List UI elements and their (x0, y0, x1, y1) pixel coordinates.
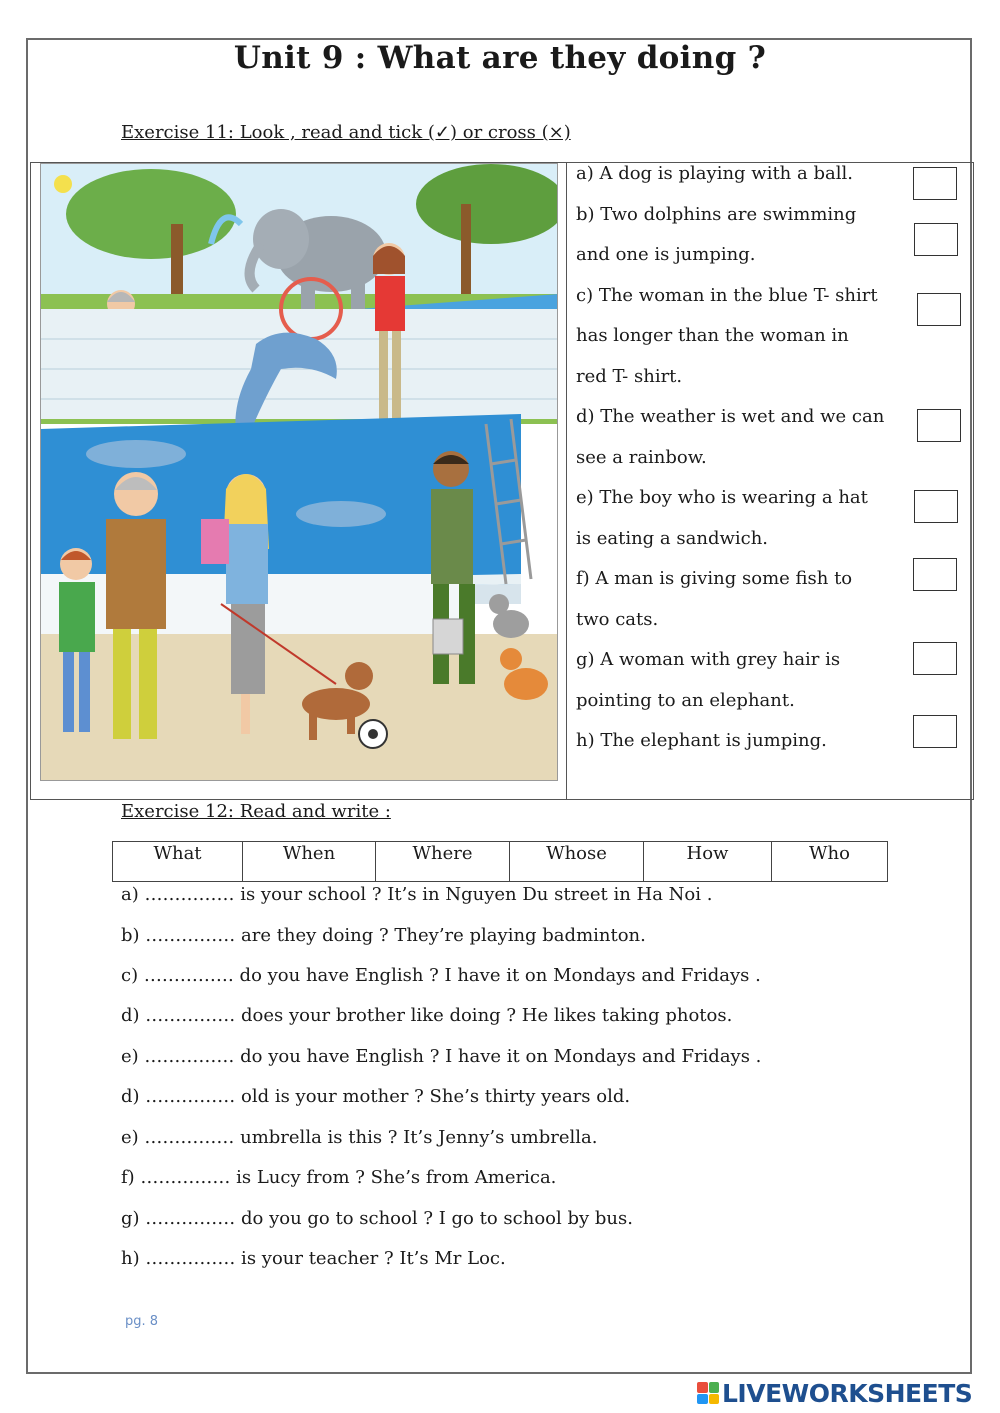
statement-d-line-2: see a rainbow. (576, 447, 707, 468)
question-line: f) …………… is Lucy from ? She’s from America. (121, 1167, 557, 1188)
word-bank-who: Who (772, 842, 888, 882)
word-bank-table (112, 841, 888, 882)
statement-b-line-1: b) Two dolphins are swimming (576, 204, 857, 225)
zoo-scene-illustration (40, 163, 558, 781)
statement-e-line-2: is eating a sandwich. (576, 528, 769, 549)
liveworksheets-brand[interactable] (697, 1379, 972, 1407)
question-line: d) …………… does your brother like doing ? He likes taking photos. (121, 1005, 733, 1026)
word-bank-what: What (113, 842, 243, 882)
statement-g-line-2: pointing to an elephant. (576, 690, 795, 711)
statement-e-line-1: e) The boy who is wearing a hat (576, 487, 868, 508)
liveworksheets-logo-icon (697, 1382, 719, 1404)
answer-box-e[interactable] (914, 490, 958, 523)
answer-box-g[interactable] (913, 642, 957, 675)
question-line: a) …………… is your school ? It’s in Nguyen Du street in Ha Noi . (121, 884, 713, 905)
answer-box-a[interactable] (913, 167, 957, 200)
question-line: d) …………… old is your mother ? She’s thirty years old. (121, 1086, 631, 1107)
statement-g-line-1: g) A woman with grey hair is (576, 649, 841, 670)
word-bank-whose: Whose (510, 842, 644, 882)
word-bank-how: How (644, 842, 772, 882)
question-line: g) …………… do you go to school ? I go to school by bus. (121, 1208, 633, 1229)
statement-c-line-1: c) The woman in the blue T- shirt (576, 285, 878, 306)
statement-f-line-1: f) A man is giving some fish to (576, 568, 853, 589)
question-line: e) …………… umbrella is this ? It’s Jenny’s umbrella. (121, 1127, 598, 1148)
statement-d-line-1: d) The weather is wet and we can (576, 406, 885, 427)
statement-b-line-2: and one is jumping. (576, 244, 756, 265)
word-bank-when: When (243, 842, 376, 882)
statement-c-line-3: red T- shirt. (576, 366, 683, 387)
question-line: h) …………… is your teacher ? It’s Mr Loc. (121, 1248, 506, 1269)
question-line: e) …………… do you have English ? I have it on Mondays and Fridays . (121, 1046, 762, 1067)
answer-box-b[interactable] (914, 223, 958, 256)
page-number: pg. 8 (125, 1314, 159, 1329)
word-bank-where: Where (376, 842, 510, 882)
answer-box-h[interactable] (913, 715, 957, 748)
answer-box-f[interactable] (913, 558, 957, 591)
statement-c-line-2: has longer than the woman in (576, 325, 849, 346)
page-title: Unit 9 : What are they doing ? (233, 40, 767, 76)
statement-a-line-1: a) A dog is playing with a ball. (576, 163, 853, 184)
question-line: b) …………… are they doing ? They’re playing badminton. (121, 925, 646, 946)
exercise-12-heading: Exercise 12: Read and write : (121, 801, 391, 822)
statement-h-line-1: h) The elephant is jumping. (576, 730, 827, 751)
liveworksheets-brand-text: LIVEWORKSHEETS (722, 1378, 973, 1408)
statement-f-line-2: two cats. (576, 609, 659, 630)
exercise-11-heading: Exercise 11: Look , read and tick (✓) or cross (×) (121, 122, 571, 143)
answer-box-d[interactable] (917, 409, 961, 442)
question-line: c) …………… do you have English ? I have it on Mondays and Fridays . (121, 965, 761, 986)
exercise-11-divider (566, 162, 567, 800)
answer-box-c[interactable] (917, 293, 961, 326)
